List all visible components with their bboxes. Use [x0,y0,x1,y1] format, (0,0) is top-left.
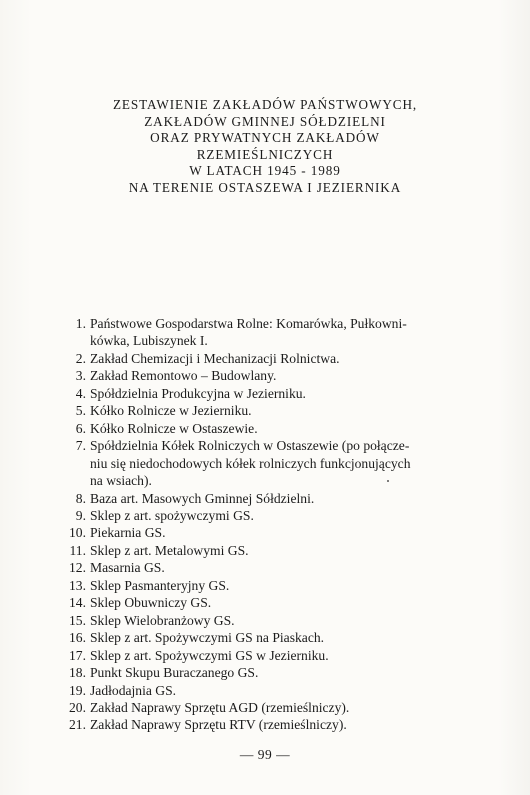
list-item [60,699,470,716]
print-speck [387,480,389,482]
list-item-continuation: niu się niedochodowych kółek rolniczych funkcjonujących [90,455,411,471]
list-item-text: Sklep z art. Spożywczymi GS w Jezierniku. [90,647,329,663]
list-item-text: Piekarnia GS. [90,525,166,541]
list-item [60,559,470,576]
list-item-text: Państwowe Gospodarstwa Rolne: Komarówka, Pułkowni- [90,316,407,331]
list-item [60,629,470,646]
title-line: RZEMIEŚLNICZYCH [196,146,334,162]
list-item-number: 5. [75,403,86,419]
list-item-number: 10. [69,525,86,541]
title-line: ZAKŁADÓW GMINNEJ SÓŁDZIELNI [144,113,386,129]
list-item-number: 8. [75,490,86,506]
list-item [60,542,470,559]
page-number: — 99 — [239,747,291,762]
list-item-text: Sklep Pasmanteryjny GS. [90,577,230,593]
list-item-text: Sklep z art. spożywczymi GS. [90,507,254,523]
list-item [60,682,470,699]
list-item-number: 17. [69,647,86,663]
list-item [60,507,470,524]
list-item [60,577,470,594]
list-item-number: 3. [75,368,86,384]
list-item-text: Zakład Naprawy Sprzętu RTV (rzemieślniczy). [90,717,347,733]
list-item-text: Zakład Naprawy Sprzętu AGD (rzemieślniczy). [90,699,350,715]
list-item-text: Sklep z art. Metalowymi GS. [90,542,249,558]
list-item-number: 6. [75,420,86,436]
page-title [60,97,470,197]
list-item-text: Sklep z art. Spożywczymi GS na Piaskach. [90,630,325,646]
list-item-number: 19. [69,682,86,698]
list-item-continuation: na wsiach). [90,473,152,489]
list-item-continuation: kówka, Lubiszynek I. [90,333,208,349]
title-line: NA TERENIE OSTASZEWA I JEZIERNIKA [128,179,402,195]
establishment-list [60,315,470,734]
list-item-text: Kółko Rolnicze w Ostaszewie. [90,420,258,436]
list-item [60,647,470,664]
list-item-number: 18. [69,665,86,681]
list-item-number: 21. [69,717,86,733]
list-item [60,420,470,437]
list-item [60,612,470,629]
title-line: W LATACH 1945 - 1989 [189,163,341,179]
list-item-text: Baza art. Masowych Gminnej Sółdzielni. [90,490,315,506]
list-item [60,385,470,402]
list-item-text: Kółko Rolnicze w Jezierniku. [90,403,252,419]
list-item-text: Sklep Obuwniczy GS. [90,595,212,611]
list-item-number: 15. [69,612,86,628]
list-item [60,490,470,507]
list-item-number: 11. [69,542,86,558]
list-item-number: 13. [69,577,86,593]
title-line: ZESTAWIENIE ZAKŁADÓW PAŃSTWOWYCH, [112,97,418,112]
list-item [60,594,470,611]
list-item-number: 9. [75,507,86,523]
list-item [60,350,470,367]
list-item [60,367,470,384]
list-item [60,524,470,541]
list-item-number: 7. [75,438,86,454]
list-item-text: Zakład Chemizacji i Mechanizacji Rolnictwa. [90,350,340,366]
list-item-number: 12. [69,560,86,576]
list-item [60,716,470,733]
list-item [60,402,470,419]
list-item-text: Spółdzielnia Kółek Rolniczych w Ostaszewie (po połącze- [90,438,410,454]
list-item-text: Punkt Skupu Buraczanego GS. [90,665,259,681]
list-item [60,437,470,489]
title-line: ORAZ PRYWATNYCH ZAKŁADÓW [150,130,380,146]
list-item-text: Spółdzielnia Produkcyjna w Jezierniku. [90,385,306,401]
list-item-text: Sklep Wielobranżowy GS. [90,612,235,628]
list-item-number: 14. [69,595,86,611]
list-item-text: Masarnia GS. [90,560,165,576]
list-item [60,315,470,350]
list-item-number: 20. [69,699,86,715]
list-item [60,664,470,681]
list-item-number: 16. [69,630,86,646]
list-item-number: 1. [75,316,86,331]
list-item-number: 2. [75,350,86,366]
list-item-text: Zakład Remontowo – Budowlany. [90,368,277,384]
list-item-number: 4. [75,385,86,401]
list-item-text: Jadłodajnia GS. [90,682,177,698]
